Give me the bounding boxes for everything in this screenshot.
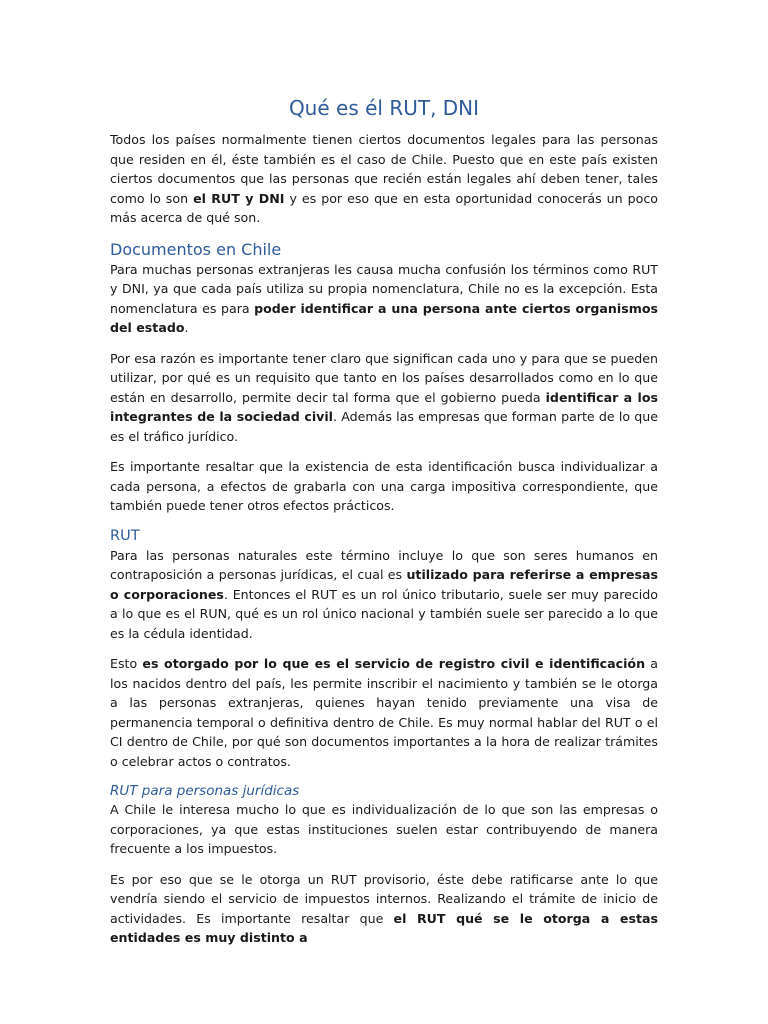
section-heading-rut: RUT <box>110 527 140 544</box>
intro-bold: el RUT y DNI <box>193 190 285 206</box>
intro-paragraph <box>110 130 658 228</box>
s2p2-text-a: Esto <box>110 656 143 671</box>
s1p1-text-a: Para muchas personas extranjeras les causa mucha confusión los términos como RUT y DNI, ya que cada país utiliza su propia nomenclatura, Chile no es la excepción. Esta nomenclatura es para <box>110 261 658 316</box>
s1p1-text-c: . <box>184 320 189 335</box>
section3-paragraph-2 <box>110 870 658 948</box>
s1p2-text-c: . Además las empresas que forman parte de lo que es el tráfico jurídico. <box>110 409 658 444</box>
section1-paragraph-2 <box>110 349 658 447</box>
section1-paragraph-3: Es importante resaltar que la existencia de esta identificación busca individualizar a cada persona, a efectos de grabarla con una carga impositiva correspondiente, que también puede tener otros efectos prácticos. <box>110 459 658 513</box>
s3p2-text-a: Es por eso que se le otorga un RUT provisorio, éste debe ratificarse ante lo que vendría siendo el servicio de impuestos internos. Realizando el trámite de inicio de actividades. Es importante resaltar que <box>110 871 658 926</box>
s1p1-bold: poder identificar a una persona ante ciertos organismos del estado <box>110 300 658 335</box>
section2-paragraph-1 <box>110 546 658 644</box>
document-title: Qué es él RUT, DNI <box>288 96 480 120</box>
s1p2-text-a: Por esa razón es importante tener claro que significan cada uno y para que se pueden utilizar, por qué es un requisito que tanto en los países desarrollados como en lo que están en desarrollo, permite decir tal forma que el gobierno pueda <box>110 350 658 405</box>
intro-text-2: y es por eso que en esta oportunidad conocerás un poco más acerca de qué son. <box>110 190 658 225</box>
section1-paragraph-1 <box>110 260 658 338</box>
s3p2-bold: el RUT qué se le otorga a estas entidades es muy distinto a <box>110 910 658 945</box>
s2p1-bold: utilizado para referirse a empresas o corporaciones <box>110 567 658 602</box>
s2p1-text-a: Para las personas naturales este término incluye lo que son seres humanos en contraposición a personas jurídicas, el cual es <box>110 547 658 582</box>
section2-paragraph-2 <box>110 654 658 771</box>
section3-paragraph-1: A Chile le interesa mucho lo que es individualización de lo que son las empresas o corporaciones, ya que estas instituciones suelen estar contribuyendo de manera frecuente a los impuestos. <box>110 802 658 856</box>
section-heading-documentos: Documentos en Chile <box>110 239 282 259</box>
document-page <box>110 96 658 959</box>
intro-text-1: Todos los países normalmente tienen ciertos documentos legales para las personas que residen en él, éste también es el caso de Chile. Puesto que en este país existen ciertos documentos que las personas que recién están legales ahí deben tener, tales como lo son <box>110 132 658 206</box>
s2p2-text-c: a los nacidos dentro del país, les permite inscribir el nacimiento y también se le otorga a las personas extranjeras, quienes hayan tenido previamente una visa de permanencia temporal o definitiva dentro de Chile. Es muy normal hablar del RUT o el CI dentro de Chile, por qué son documentos importantes a la hora de realizar trámites o celebrar actos o contratos. <box>110 656 658 769</box>
s2p2-bold: es otorgado por lo que es el servicio de registro civil e identificación <box>142 656 646 671</box>
s1p2-bold: identificar a los integrantes de la sociedad civil <box>110 389 659 424</box>
s2p1-text-c: . Entonces el RUT es un rol único tributario, suele ser muy parecido a lo que es el RUN, qué es un rol único nacional y también suele ser parecido a lo que es la cédula identidad. <box>110 586 658 641</box>
section-heading-rut-juridicas: RUT para personas jurídicas <box>110 783 300 799</box>
